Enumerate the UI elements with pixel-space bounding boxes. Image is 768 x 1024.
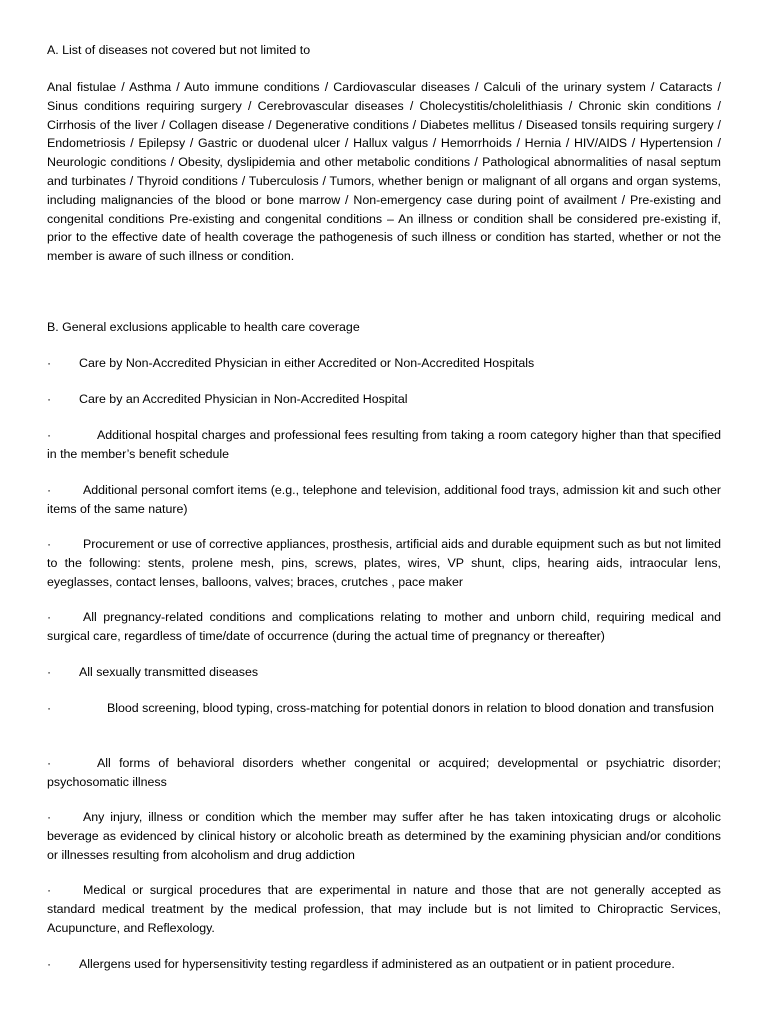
exclusion-item [47,955,721,974]
exclusion-item [47,481,721,519]
exclusion-item-text: Medical or surgical procedures that are experimental in nature and those that are not generally accepted as standard medical treatment by the medical profession, that may include but is not limited to Chiropractic Services, Acupuncture, and Reflexology. [47,883,721,935]
bullet-icon: · [47,883,52,897]
bullet-icon: · [47,665,52,679]
section-a-heading: A. List of diseases not covered but not limited to [47,43,311,57]
exclusion-item [47,699,721,718]
bullet-icon: · [47,392,52,406]
exclusion-item [47,754,721,792]
exclusion-item [47,808,721,864]
exclusion-item [47,608,721,646]
bullet-icon: · [47,957,52,971]
bullet-icon: · [47,483,52,497]
bullet-icon: · [47,610,52,624]
bullet-icon: · [47,356,52,370]
exclusion-item [47,663,721,682]
exclusion-item-text: Allergens used for hypersensitivity testing regardless if administered as an outpatient or in patient procedure. [79,957,675,971]
section-a-disease-list: Anal fistulae / Asthma / Auto immune conditions / Cardiovascular diseases / Calculi of the urinary system / Cataracts / Sinus conditions requiring surgery / Cerebrovascular diseases / Cholecystitis/cholelithiasis / Chronic skin conditions / Cirrhosis of the liver / Collagen disease / Degenerative conditions / Diabetes mellitus / Diseased tonsils requiring surgery / Endometriosis / Epilepsy / Gastric or duodenal ulcer / Hallux valgus / Hemorrhoids / Hernia / HIV/AIDS / Hypertension / Neurologic conditions / Obesity, dyslipidemia and other metabolic conditions / Pathological abnormalities of nasal septum and turbinates / Thyroid conditions / Tuberculosis / Tumors, whether benign or malignant of all organs and organ systems, including malignancies of the blood or bone marrow / Non-emergency case during point of availment / Pre-existing and congenital conditions Pre-existing and congenital conditions – An illness or condition shall be considered pre-existing if, prior to the effective date of health coverage the pathogenesis of such illness or condition has started, whether or not the member is aware of such illness or condition. [47,80,721,264]
bullet-icon: · [47,756,52,770]
exclusion-item [47,881,721,937]
exclusion-item-text: Care by an Accredited Physician in Non-Accredited Hospital [79,392,408,406]
exclusion-item [47,390,721,409]
exclusion-item-text: All pregnancy-related conditions and complications relating to mother and unborn child, requiring medical and surgical care, regardless of time/date of occurrence (during the actual time of pregnancy or thereafter) [47,610,721,643]
exclusion-item-text: Any injury, illness or condition which the member may suffer after he has taken intoxicating drugs or alcoholic beverage as evidenced by clinical history or alcoholic breath as determined by the examining physician and/or conditions or illnesses resulting from alcoholism and drug addiction [47,810,721,862]
bullet-icon: · [47,810,52,824]
exclusion-item-text: All sexually transmitted diseases [79,665,259,679]
exclusion-item-text: Care by Non-Accredited Physician in either Accredited or Non-Accredited Hospitals [79,356,535,370]
exclusion-item-text: All forms of behavioral disorders whether congenital or acquired; developmental or psychiatric disorder; psychosomatic illness [47,756,721,789]
exclusion-item-text: Blood screening, blood typing, cross-matching for potential donors in relation to blood donation and transfusion [107,701,714,715]
bullet-icon: · [47,701,52,715]
exclusion-item [47,535,721,591]
exclusion-item [47,426,721,464]
exclusion-item-text: Additional personal comfort items (e.g., telephone and television, additional food trays, admission kit and such other items of the same nature) [47,483,721,516]
bullet-icon: · [47,537,52,551]
exclusion-item-text: Additional hospital charges and professional fees resulting from taking a room category higher than that specified in the member’s benefit schedule [47,428,721,461]
exclusion-item [47,354,721,373]
exclusion-item-text: Procurement or use of corrective appliances, prosthesis, artificial aids and durable equipment such as but not limited to the following: stents, prolene mesh, pins, screws, plates, wires, VP shunt, clips, hearing aids, intraocular lens, eyeglasses, contact lenses, balloons, valves; braces, crutches , pace maker [47,537,721,589]
bullet-icon: · [47,428,52,442]
section-b-heading: B. General exclusions applicable to health care coverage [47,320,360,334]
